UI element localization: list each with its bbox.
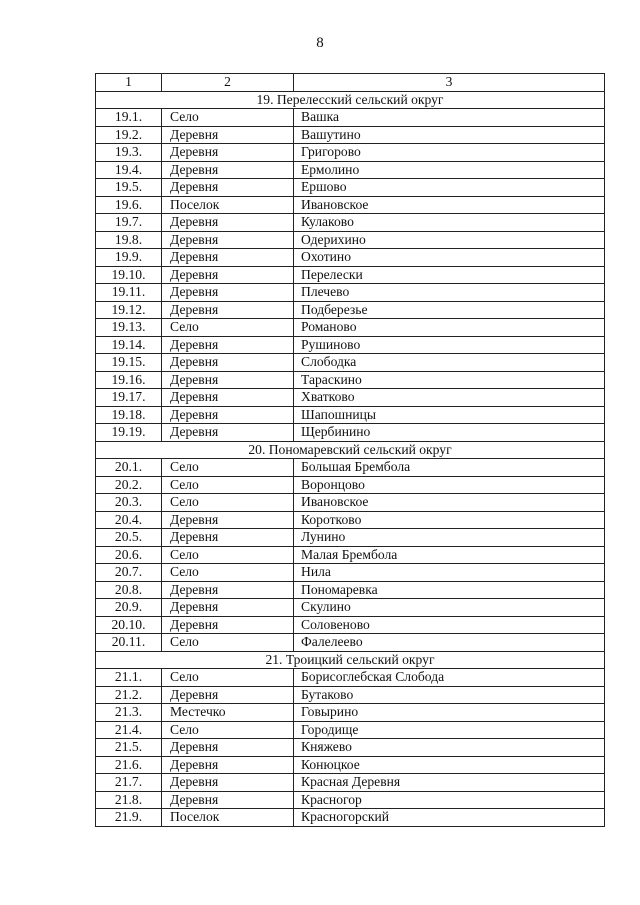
row-number-cell: 21.4. <box>96 721 162 739</box>
settlement-name-cell: Ивановское <box>294 494 605 512</box>
settlement-name-cell: Кулаково <box>294 214 605 232</box>
settlement-type-cell: Село <box>162 476 294 494</box>
table-row <box>96 459 605 477</box>
section-title: 19. Перелесский сельский округ <box>96 91 605 109</box>
row-number-cell: 21.1. <box>96 669 162 687</box>
table-row <box>96 179 605 197</box>
table-row <box>96 686 605 704</box>
settlement-name-cell: Княжево <box>294 739 605 757</box>
row-number-cell: 20.4. <box>96 511 162 529</box>
settlement-name-cell: Шапошницы <box>294 406 605 424</box>
settlement-name-cell: Красногор <box>294 791 605 809</box>
settlement-type-cell: Деревня <box>162 371 294 389</box>
settlements-table-body <box>96 74 605 827</box>
settlement-type-cell: Деревня <box>162 389 294 407</box>
settlement-name-cell: Конюцкое <box>294 756 605 774</box>
settlement-name-cell: Соловеново <box>294 616 605 634</box>
settlement-type-cell: Деревня <box>162 161 294 179</box>
row-number-cell: 21.6. <box>96 756 162 774</box>
settlement-name-cell: Плечево <box>294 284 605 302</box>
table-row <box>96 756 605 774</box>
section-header-row <box>96 441 605 459</box>
row-number-cell: 20.5. <box>96 529 162 547</box>
header-cell-number: 1 <box>96 74 162 92</box>
settlement-type-cell: Деревня <box>162 424 294 442</box>
row-number-cell: 19.7. <box>96 214 162 232</box>
section-header-row <box>96 91 605 109</box>
settlement-type-cell: Поселок <box>162 809 294 827</box>
settlement-name-cell: Тараскино <box>294 371 605 389</box>
settlement-type-cell: Деревня <box>162 179 294 197</box>
settlement-type-cell: Деревня <box>162 266 294 284</box>
table-row <box>96 774 605 792</box>
settlement-type-cell: Деревня <box>162 739 294 757</box>
row-number-cell: 19.12. <box>96 301 162 319</box>
settlement-name-cell: Воронцово <box>294 476 605 494</box>
settlement-type-cell: Село <box>162 459 294 477</box>
settlement-name-cell: Ивановское <box>294 196 605 214</box>
row-number-cell: 21.2. <box>96 686 162 704</box>
row-number-cell: 19.9. <box>96 249 162 267</box>
settlement-type-cell: Местечко <box>162 704 294 722</box>
row-number-cell: 20.3. <box>96 494 162 512</box>
settlement-type-cell: Село <box>162 109 294 127</box>
settlement-name-cell: Хватково <box>294 389 605 407</box>
row-number-cell: 20.6. <box>96 546 162 564</box>
table-row <box>96 739 605 757</box>
row-number-cell: 21.9. <box>96 809 162 827</box>
settlement-name-cell: Бутаково <box>294 686 605 704</box>
settlement-type-cell: Село <box>162 546 294 564</box>
settlement-name-cell: Большая Брембола <box>294 459 605 477</box>
row-number-cell: 19.19. <box>96 424 162 442</box>
table-row <box>96 389 605 407</box>
settlement-name-cell: Городище <box>294 721 605 739</box>
settlement-type-cell: Деревня <box>162 336 294 354</box>
settlement-type-cell: Деревня <box>162 214 294 232</box>
settlement-type-cell: Село <box>162 319 294 337</box>
settlement-name-cell: Рушиново <box>294 336 605 354</box>
settlement-type-cell: Деревня <box>162 144 294 162</box>
table-row <box>96 616 605 634</box>
table-row <box>96 564 605 582</box>
settlement-type-cell: Село <box>162 721 294 739</box>
row-number-cell: 19.13. <box>96 319 162 337</box>
table-row <box>96 809 605 827</box>
header-cell-type: 2 <box>162 74 294 92</box>
section-header-row <box>96 651 605 669</box>
row-number-cell: 21.8. <box>96 791 162 809</box>
settlement-type-cell: Деревня <box>162 284 294 302</box>
table-row <box>96 249 605 267</box>
settlement-name-cell: Пономаревка <box>294 581 605 599</box>
settlement-type-cell: Деревня <box>162 354 294 372</box>
settlement-name-cell: Ершово <box>294 179 605 197</box>
row-number-cell: 19.15. <box>96 354 162 372</box>
row-number-cell: 21.3. <box>96 704 162 722</box>
table-row <box>96 721 605 739</box>
settlement-name-cell: Лунино <box>294 529 605 547</box>
row-number-cell: 19.4. <box>96 161 162 179</box>
table-row <box>96 354 605 372</box>
settlement-name-cell: Одерихино <box>294 231 605 249</box>
table-row <box>96 336 605 354</box>
settlement-type-cell: Деревня <box>162 599 294 617</box>
table-row <box>96 266 605 284</box>
settlement-name-cell: Нила <box>294 564 605 582</box>
settlement-name-cell: Щербинино <box>294 424 605 442</box>
table-row <box>96 704 605 722</box>
section-title: 21. Троицкий сельский округ <box>96 651 605 669</box>
row-number-cell: 20.10. <box>96 616 162 634</box>
row-number-cell: 20.11. <box>96 634 162 652</box>
table-row <box>96 599 605 617</box>
settlement-type-cell: Село <box>162 634 294 652</box>
row-number-cell: 20.8. <box>96 581 162 599</box>
table-row <box>96 476 605 494</box>
table-row <box>96 144 605 162</box>
settlement-name-cell: Красная Деревня <box>294 774 605 792</box>
row-number-cell: 19.5. <box>96 179 162 197</box>
settlement-type-cell: Деревня <box>162 616 294 634</box>
settlement-type-cell: Деревня <box>162 756 294 774</box>
table-row <box>96 581 605 599</box>
settlement-name-cell: Григорово <box>294 144 605 162</box>
settlement-type-cell: Деревня <box>162 231 294 249</box>
settlement-name-cell: Романово <box>294 319 605 337</box>
row-number-cell: 20.9. <box>96 599 162 617</box>
settlement-name-cell: Борисоглебская Слобода <box>294 669 605 687</box>
settlement-name-cell: Красногорский <box>294 809 605 827</box>
row-number-cell: 19.17. <box>96 389 162 407</box>
settlement-name-cell: Вашка <box>294 109 605 127</box>
row-number-cell: 19.10. <box>96 266 162 284</box>
settlement-name-cell: Фалелеево <box>294 634 605 652</box>
settlement-name-cell: Перелески <box>294 266 605 284</box>
table-row <box>96 196 605 214</box>
row-number-cell: 19.8. <box>96 231 162 249</box>
settlement-name-cell: Ермолино <box>294 161 605 179</box>
settlement-name-cell: Коротково <box>294 511 605 529</box>
settlement-name-cell: Малая Брембола <box>294 546 605 564</box>
row-number-cell: 20.1. <box>96 459 162 477</box>
settlement-name-cell: Охотино <box>294 249 605 267</box>
settlement-type-cell: Деревня <box>162 774 294 792</box>
settlement-type-cell: Деревня <box>162 791 294 809</box>
row-number-cell: 21.7. <box>96 774 162 792</box>
settlement-type-cell: Село <box>162 564 294 582</box>
table-row <box>96 494 605 512</box>
settlement-name-cell: Слободка <box>294 354 605 372</box>
settlement-type-cell: Деревня <box>162 249 294 267</box>
row-number-cell: 19.11. <box>96 284 162 302</box>
section-title: 20. Пономаревский сельский округ <box>96 441 605 459</box>
table-row <box>96 546 605 564</box>
table-row <box>96 301 605 319</box>
table-row <box>96 529 605 547</box>
table-row <box>96 634 605 652</box>
settlement-type-cell: Деревня <box>162 529 294 547</box>
row-number-cell: 19.3. <box>96 144 162 162</box>
settlement-type-cell: Деревня <box>162 406 294 424</box>
settlement-name-cell: Вашутино <box>294 126 605 144</box>
table-row <box>96 319 605 337</box>
table-row <box>96 791 605 809</box>
row-number-cell: 19.14. <box>96 336 162 354</box>
settlement-type-cell: Село <box>162 494 294 512</box>
settlement-type-cell: Село <box>162 669 294 687</box>
table-row <box>96 511 605 529</box>
row-number-cell: 20.2. <box>96 476 162 494</box>
header-cell-name: 3 <box>294 74 605 92</box>
settlement-type-cell: Деревня <box>162 686 294 704</box>
table-row <box>96 109 605 127</box>
settlement-name-cell: Подберезье <box>294 301 605 319</box>
settlements-table <box>95 73 605 827</box>
table-row <box>96 126 605 144</box>
settlement-name-cell: Скулино <box>294 599 605 617</box>
settlement-type-cell: Деревня <box>162 301 294 319</box>
row-number-cell: 19.6. <box>96 196 162 214</box>
settlement-type-cell: Деревня <box>162 126 294 144</box>
table-header-row <box>96 74 605 92</box>
settlement-type-cell: Поселок <box>162 196 294 214</box>
row-number-cell: 19.1. <box>96 109 162 127</box>
settlement-name-cell: Говырино <box>294 704 605 722</box>
table-row <box>96 406 605 424</box>
row-number-cell: 20.7. <box>96 564 162 582</box>
table-row <box>96 161 605 179</box>
settlement-type-cell: Деревня <box>162 511 294 529</box>
row-number-cell: 19.2. <box>96 126 162 144</box>
page-number: 8 <box>316 35 324 51</box>
row-number-cell: 19.16. <box>96 371 162 389</box>
table-row <box>96 424 605 442</box>
table-row <box>96 214 605 232</box>
table-row <box>96 284 605 302</box>
table-row <box>96 231 605 249</box>
settlement-type-cell: Деревня <box>162 581 294 599</box>
table-row <box>96 669 605 687</box>
row-number-cell: 19.18. <box>96 406 162 424</box>
row-number-cell: 21.5. <box>96 739 162 757</box>
table-row <box>96 371 605 389</box>
